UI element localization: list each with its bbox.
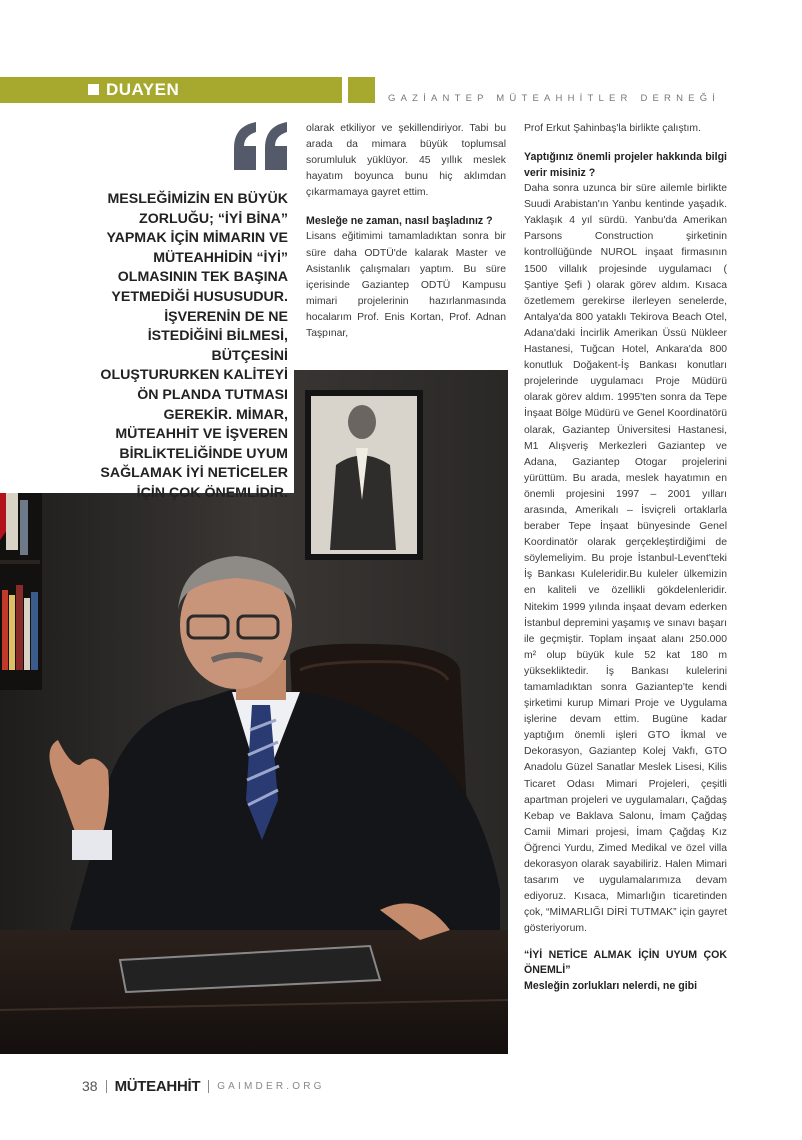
- question-heading: Mesleğe ne zaman, nasıl başladınız ?: [306, 215, 493, 228]
- quote-mark-icon: [232, 122, 290, 172]
- paragraph: Daha sonra uzunca bir süre ailemle birlikte Suudi Arabistan'ın Yanbu kentinde yaşadık. Yaklaşık 4 yıl sürdü. Yanbu'da Amerikan Parsons Construction şirketinin kontrollüğünde NUROL inşaat firmasının 1500 villalık projesinde uygulamacı ( Şantiye Şefi ) olarak görev aldım. Kısaca özetlemem gerekirse ilerleyen senelerde, Antalya'da 800 yataklı Tekirova Beach Otel, Adana'daki İncirlik Amerikan Üssü Nükleer Hastanesi, Tuğcan Hotel, Ankara'da 800 konutluk Doğakent-İş Bankası konutları projelerinde uygulamacı Proje Müdürü olarak görev aldım. 1995'ten sonra da Tepe İnşaat Bölge Müdürü ve Genel Koordinatörü olarak, Gaziantep Üniversitesi Hastanesi, M1 Alışveriş Merkezleri Gaziantep ve Adana, Gaziantep Otogar projelerini yürüttüm. Bu arada, meslek hayatımın en önemli projesini 1997 – 2001 yılları arasında, Amerikalı – İsviçreli ortaklarla beraber Tepe İnşaat bünyesinde Genel Koordinatör olarak gerçekleştirdiğimi de söylemeliyim. Bu proje İstanbul-Levent'teki İş Bankası Kuleleridir.Bu kuleler ülkemizin en kaliteli ve özellikli gökdelenleridir. Nitekim 1999 yılında inşaat devam ederken İstanbul depremini yaşamış ve sınavı başarı ile geçmiştir. Toplam inşaat alanı 250.000 m² olup büyük kule 52 kat 180 m yüksekliktedir. İş Bankası kulelerini tamamladıktan sonra Gaziantep'te kendi şirketimi kurup Mimari Proje ve Uygulama işlerine devam ettim. Bugüne kadar yaptığım önemli işleri GTO İkmal ve Dekorasyon, Gaziantep Kolej Vakfı, GTO Anadolu Güzel Sanatlar Meslek Lisesi, Kilis Ticaret Odası Mimari Projeleri, çeşitli apartman projeleri ve uygulamaları, Çağdaş Kebap ve Baklava Salonu, İmam Çağdaş Camii Mimari projesi, İmam Çağdaş Kız Öğrenci Yurdu, Zimed Medikal ve özel villa dekorasyon olarak sayabiliriz. Halen Mimari tasarım ve uygulamalarımıza devam ediyoruz. Kısaca, Mimarlığın ticaretinden çok, “MİMARLIĞI DİRİ TUTMAK” için gayret gösteriyorum.: [524, 183, 727, 935]
- paragraph: Lisans eğitimimi tamamladıktan sonra bir süre daha ODTÜ'de kalarak Master ve Asistanlık çalışmaları yaptım. Bu süre içerisinde Gaziantep ODTÜ Kampusu mimari projelerinin hazırlanmasında hocalarım Prof. Enis Kortan, Prof. Adnan Taşpınar,: [306, 231, 506, 340]
- section-bar: [0, 77, 342, 103]
- section-square-icon: [88, 84, 99, 95]
- pull-quote: MESLEĞİMİZİN EN BÜYÜK ZORLUĞU; “İYİ BİNA” YAPMAK İÇİN MİMARIN VE MÜTEAHHİDİN “İYİ” OLMASININ TEK BAŞINA YETMEDİĞİ HUSUSUDUR. İŞVERENİN DE NE İSTEDİĞİNİ BİLMESİ, BÜTÇESİNİ OLUŞTURURKEN KALİTEYİ ÖN PLANDA TUTMASI GEREKİR. MİMAR, MÜTEAHHİT VE İŞVEREN BİRLİKTELİĞİNDE UYUM SAĞLAMAK İYİ NETİCELER İÇİN ÇOK ÖNEMLİDİR.: [100, 191, 288, 501]
- paragraph: olarak etkiliyor ve şekillendiriyor. Tabi bu arada da mimara büyük toplumsal sorumluluk yüklüyor. 45 yıllık meslek hayatım boyunca bunu hiç aklımdan çıkarmamaya gayret ettim.: [306, 123, 506, 199]
- section-label: DUAYEN: [106, 80, 180, 99]
- paragraph: Prof Erkut Şahinbaş'la birlikte çalıştım.: [524, 123, 701, 134]
- page-footer: [82, 1076, 325, 1096]
- page-number: 38: [82, 1078, 98, 1094]
- question-heading: Mesleğin zorlukları nelerdi, ne gibi: [524, 979, 698, 992]
- question-heading: Yaptığınız önemli projeler hakkında bilgi verir misiniz ?: [524, 151, 727, 180]
- footer-divider: [208, 1080, 209, 1093]
- section-bar-accent: [348, 77, 375, 103]
- article-column-2: [306, 121, 506, 342]
- article-column-3: [524, 121, 727, 994]
- footer-divider: [106, 1080, 107, 1093]
- section-heading: “İYİ NETİCE ALMAK İÇİN UYUM ÇOK ÖNEMLİ”: [524, 948, 727, 976]
- website-link[interactable]: GAIMDER.ORG: [217, 1080, 325, 1092]
- masthead: GAZİANTEP MÜTEAHHİTLER DERNEĞİ: [388, 93, 721, 104]
- magazine-logo: MÜTEAHHİT: [114, 1077, 201, 1095]
